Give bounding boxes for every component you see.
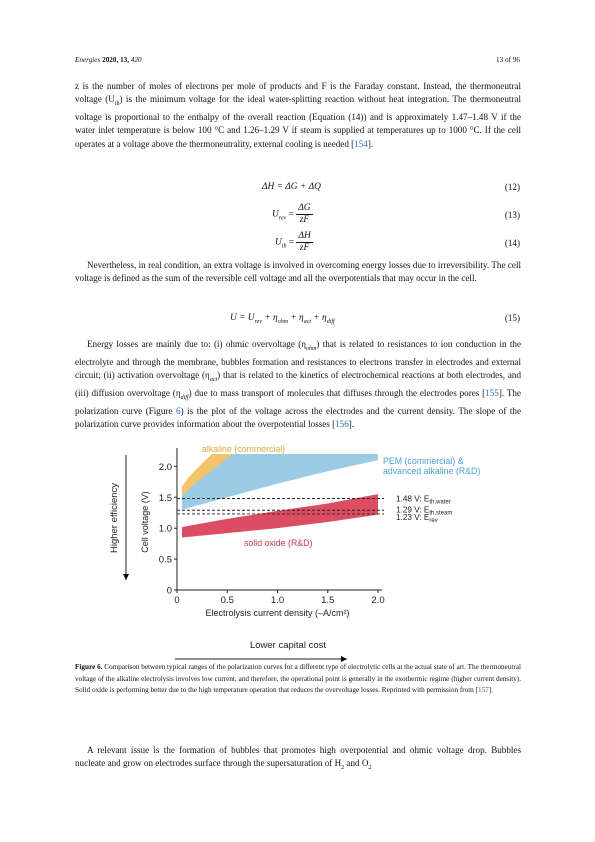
text: ) due to mass transport of molecules that diffuses through the electrodes pores [	[188, 388, 486, 399]
reference-label-sub: th,water	[429, 499, 451, 506]
x-tick-label-4: 2.0	[371, 595, 385, 606]
fraction	[296, 203, 312, 226]
figure-link[interactable]: 6	[176, 406, 181, 417]
text: ].	[367, 138, 374, 149]
efficiency-label: Higher efficiency	[109, 482, 120, 554]
reference-label-text: 1.48 V: E	[396, 494, 430, 504]
reference-label-1	[396, 505, 452, 516]
equation-number-13: (13)	[504, 210, 520, 220]
y-tick-label-2: 1.0	[158, 523, 172, 535]
reference-label-text: 1.23 V: E	[396, 512, 430, 522]
reference-label-0	[396, 495, 451, 506]
citation-link[interactable]: 157	[478, 686, 489, 695]
paragraph-thermoneutral	[75, 80, 521, 151]
subscript: act	[209, 377, 218, 384]
eq-subscript: diff	[326, 318, 335, 325]
caption-text: ].	[488, 686, 493, 695]
reference-label-2	[396, 513, 438, 524]
eq-subscript: rev	[278, 215, 287, 222]
eq-subscript: th	[281, 243, 287, 250]
text: ) that is related to the kinetics of electrochemical reactions at both electrodes, and (iii) diffusion overvoltage (η	[75, 370, 521, 399]
year-volume: 2020, 13,	[102, 56, 130, 64]
series-label-pem-line2: advanced alkaline (R&D)	[383, 466, 481, 476]
eq-lhs: U = U	[230, 313, 255, 323]
fraction	[296, 231, 312, 254]
equation-12: ΔH = ΔG + ΔQ	[262, 182, 321, 192]
equation-number-14: (14)	[504, 238, 520, 248]
text: Energy losses are mainly due to: (i) ohmic overvoltage (η	[87, 339, 307, 349]
text: ) is the minimum voltage for the ideal water-splitting reaction without heat integration. The thermoneutral voltage is proportional to the enthalpy of the overall reaction (Equation (14)) and is approximately 1.47–1.48 V if the water inlet temperature is below 100 °C and 1.26–1.29 V if steam is supplied at temperatures up to 1000 °C. If the cell operates at a voltage above the thermoneutrality, external cooling is needed [	[75, 94, 521, 149]
eq-lhs: U	[275, 237, 282, 248]
subscript: th	[114, 101, 120, 108]
y-tick-label-1: 0.5	[158, 554, 172, 566]
figure-caption	[75, 662, 521, 697]
series-label-pem-line1: PEM (commercial) &	[383, 456, 464, 466]
y-axis-title: Cell voltage (V)	[140, 491, 150, 553]
text: A relevant issue is the formation of bubbles that promotes high overpotential and ohmic voltage drop. Bubbles nucleate and grow on electrodes surface through the supersaturation of H	[75, 745, 521, 769]
x-tick-label-0: 0	[174, 595, 180, 606]
eq-lhs: U	[272, 209, 279, 220]
equation-15: $U = U_{rev} + \eta_{ohm} + \eta_{act} + \eta_{diff}$	[230, 313, 335, 325]
y-tick-label-4: 2.0	[158, 461, 172, 473]
subscript: diff	[180, 395, 189, 402]
capital-cost-label: Lower capital cost	[249, 640, 327, 651]
caption-label: Figure 6.	[75, 663, 103, 671]
text: ].	[348, 419, 355, 430]
y-tick-label-0: 0	[166, 585, 172, 597]
journal-name: Energies	[75, 56, 101, 64]
equation-13: $U_{rev}$ = $\frac{\Delta G}{zF}$	[272, 203, 311, 225]
x-tick-label-3: 1.5	[321, 595, 335, 606]
efficiency-arrow-head	[123, 574, 129, 580]
page-number: 13 of 96	[496, 56, 520, 64]
citation-link[interactable]: 155	[485, 388, 499, 399]
article-number: 420	[130, 56, 142, 64]
eq-subscript: act	[303, 318, 312, 325]
reference-label-sub: th,steam	[429, 510, 453, 517]
text: z is the number of moles of electrons per mole of products and F is the Faraday constant. Instead, the thermoneutral voltage (U	[75, 81, 521, 105]
text: ) is the plot of the voltage across the electrodes and the current density. The slope of the polarization curve provides information about the overpotential losses [	[75, 406, 521, 430]
numerator: ΔH	[298, 231, 311, 241]
equation-number-15: (15)	[504, 313, 520, 323]
x-tick-label-1: 0.5	[220, 595, 234, 606]
eq-subscript: ohm	[277, 318, 289, 325]
caption-text: Comparison between typical ranges of the polarization curves for a different type of electrolytic cells at the actual state of art. The thermoneutral voltage of the alkaline electrolysis involves low current, and therefore, the operational point is generally in the exothermic regime (higher current density). Solid oxide is performing better due to the high temperature operation that reduces the overvoltage losses. Reprinted with permission from [	[75, 663, 521, 695]
paragraph-cell-voltage: Nevertheless, in real condition, an extra voltage is involved in overcoming energy losses due to irreversibility. The cell voltage is defined as the sum of the reversible cell voltage and all the overpotentials that may occur in the cell.	[75, 260, 521, 284]
subscript: ohm	[306, 345, 317, 352]
series-band-1	[182, 454, 378, 510]
journal-citation	[75, 56, 142, 64]
reference-label-text: 1.29 V: E	[396, 505, 430, 515]
series-label-alkaline: alkaline (commercial)	[202, 444, 286, 454]
text: ) that is related to resistances to ion conduction in the electrolyte and through the membrane, bubbles formation and resistances to electrons transfer in electrodes and external circuit; (ii) activation overvoltage (η	[75, 339, 521, 381]
citation-link[interactable]: 154	[354, 138, 368, 149]
equation-number-12: (12)	[504, 182, 520, 192]
paragraph-bubbles	[75, 744, 521, 775]
denominator: zF	[299, 215, 310, 225]
paragraph-energy-losses	[75, 338, 521, 432]
x-axis-title: Electrolysis current density (–A/cm²)	[205, 608, 350, 618]
subscript: 2	[341, 765, 345, 772]
subscript: 2	[368, 765, 372, 772]
series-label-solid-oxide: solid oxide (R&D)	[244, 538, 313, 548]
equation-14: $U_{th}$ = $\frac{\Delta H}{zF}$	[275, 231, 311, 253]
numerator: ΔG	[298, 203, 311, 213]
series-band-0	[182, 454, 247, 500]
text: and O	[344, 758, 369, 769]
text: ]. The polarization curve (Figure	[75, 388, 521, 417]
y-tick-label-3: 1.5	[158, 492, 172, 504]
eq-subscript: rev	[254, 318, 263, 325]
reference-label-sub: rev	[429, 517, 438, 524]
citation-link[interactable]: 156	[335, 419, 349, 430]
denominator: zF	[299, 243, 310, 253]
series-band-2	[182, 494, 378, 537]
x-tick-label-2: 1.0	[270, 595, 285, 606]
